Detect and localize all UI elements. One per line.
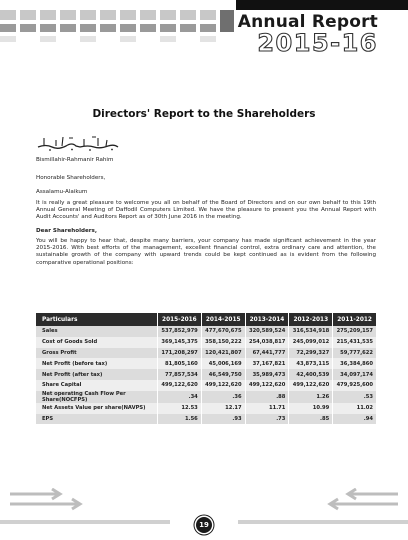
table-row [36, 403, 376, 414]
table-cell: 45,006,169 [201, 358, 245, 369]
table-cell: 479,925,600 [333, 380, 376, 391]
table-cell: 358,150,222 [201, 337, 245, 348]
comparative-operations-table [36, 313, 376, 424]
report-title: Annual Report [237, 12, 378, 32]
table-row [36, 326, 376, 337]
bismillah-text: Bismillahir-Rahmanir Rahim [36, 157, 114, 163]
salutation-dear: Dear Shareholders, [36, 228, 98, 234]
table-cell: 1.26 [289, 391, 333, 403]
table-cell: 1.56 [158, 414, 202, 425]
row-label: Net operating Cash Flow Per Share(NOCFPS) [36, 391, 158, 403]
table-cell: 35,989,473 [245, 369, 289, 380]
table-cell: 215,431,535 [333, 337, 376, 348]
table-cell: 46,549,750 [201, 369, 245, 380]
table-cell: 42,400,539 [289, 369, 333, 380]
table-row [36, 380, 376, 391]
table-cell: 320,589,524 [245, 326, 289, 337]
column-header: 2015-2016 [158, 313, 202, 326]
table-cell: 11.71 [245, 403, 289, 414]
row-label: Gross Profit [36, 348, 158, 359]
table-cell: 537,852,979 [158, 326, 202, 337]
table-cell: .93 [201, 414, 245, 425]
column-header: 2013-2014 [245, 313, 289, 326]
table-cell: 245,099,012 [289, 337, 333, 348]
table-cell: 10.99 [289, 403, 333, 414]
table-cell: 72,299,327 [289, 348, 333, 359]
table-cell: 499,122,620 [245, 380, 289, 391]
row-label: Sales [36, 326, 158, 337]
table-row [36, 358, 376, 369]
table-cell: .36 [201, 391, 245, 403]
table-cell: 369,145,375 [158, 337, 202, 348]
table-header-row [36, 313, 376, 326]
table-cell: 59,777,622 [333, 348, 376, 359]
table-cell: 499,122,620 [201, 380, 245, 391]
table-cell: 316,534,918 [289, 326, 333, 337]
table-cell: .53 [333, 391, 376, 403]
document-title: Directors' Report to the Shareholders [92, 108, 316, 120]
table-cell: 43,873,115 [289, 358, 333, 369]
table-cell: .88 [245, 391, 289, 403]
table-cell: 254,038,817 [245, 337, 289, 348]
intro-paragraph: It is really a great pleasure to welcome you all on behalf of the Board of Directors and on our own behalf to this 19th Annual General Meeting of Daffodil Computers Limited. We have the pleasure to present you the Annual Report with Audit Accounts' and Auditors Report as of 30th June 2016 in the meeting. [36, 200, 376, 221]
table-cell: .94 [333, 414, 376, 425]
header-bar [236, 0, 408, 10]
table-row [36, 369, 376, 380]
table-cell: 36,384,860 [333, 358, 376, 369]
row-label: Net Profit (after tax) [36, 369, 158, 380]
body-paragraph: You will be happy to hear that, despite many barriers, your company has made significant achievement in the year 2015-2016. With best efforts of the management, excellent financial control, extra ordinary care and attention, the sustainable growth of the company with upward trends could be kept continued as is evident from the following comparative operational positions: [36, 238, 376, 266]
table-cell: 499,122,620 [289, 380, 333, 391]
table-row [36, 414, 376, 425]
row-label: Net Assets Value per share(NAVPS) [36, 403, 158, 414]
table-cell: 275,209,157 [333, 326, 376, 337]
row-label: Net Profit (before tax) [36, 358, 158, 369]
table-cell: .85 [289, 414, 333, 425]
table-cell: 171,208,297 [158, 348, 202, 359]
column-header: Particulars [36, 313, 158, 326]
row-label: EPS [36, 414, 158, 425]
column-header: 2012-2013 [289, 313, 333, 326]
table-cell: 11.02 [333, 403, 376, 414]
column-header: 2014-2015 [201, 313, 245, 326]
table-cell: .34 [158, 391, 202, 403]
table-cell: 77,857,534 [158, 369, 202, 380]
table-cell: 81,805,160 [158, 358, 202, 369]
column-header: 2011-2012 [333, 313, 376, 326]
table-cell: 67,441,777 [245, 348, 289, 359]
row-label: Cost of Goods Sold [36, 337, 158, 348]
row-label: Share Capital [36, 380, 158, 391]
table-cell: 12.17 [201, 403, 245, 414]
table-cell: 34,097,174 [333, 369, 376, 380]
table-cell: 37,167,821 [245, 358, 289, 369]
greeting: Assalamu-Alaikum [36, 189, 88, 195]
page-number: 19 [196, 517, 212, 533]
report-year: 2015-16 [257, 29, 378, 57]
table-row [36, 348, 376, 359]
table-cell: 120,421,807 [201, 348, 245, 359]
table-row [36, 391, 376, 403]
table-row [36, 337, 376, 348]
bismillah-calligraphy [36, 134, 120, 152]
header-decoration [0, 0, 260, 64]
table-cell: 12.53 [158, 403, 202, 414]
table-cell: 477,670,675 [201, 326, 245, 337]
salutation-honorable: Honorable Shareholders, [36, 175, 106, 181]
table-cell: .73 [245, 414, 289, 425]
table-cell: 499,122,620 [158, 380, 202, 391]
